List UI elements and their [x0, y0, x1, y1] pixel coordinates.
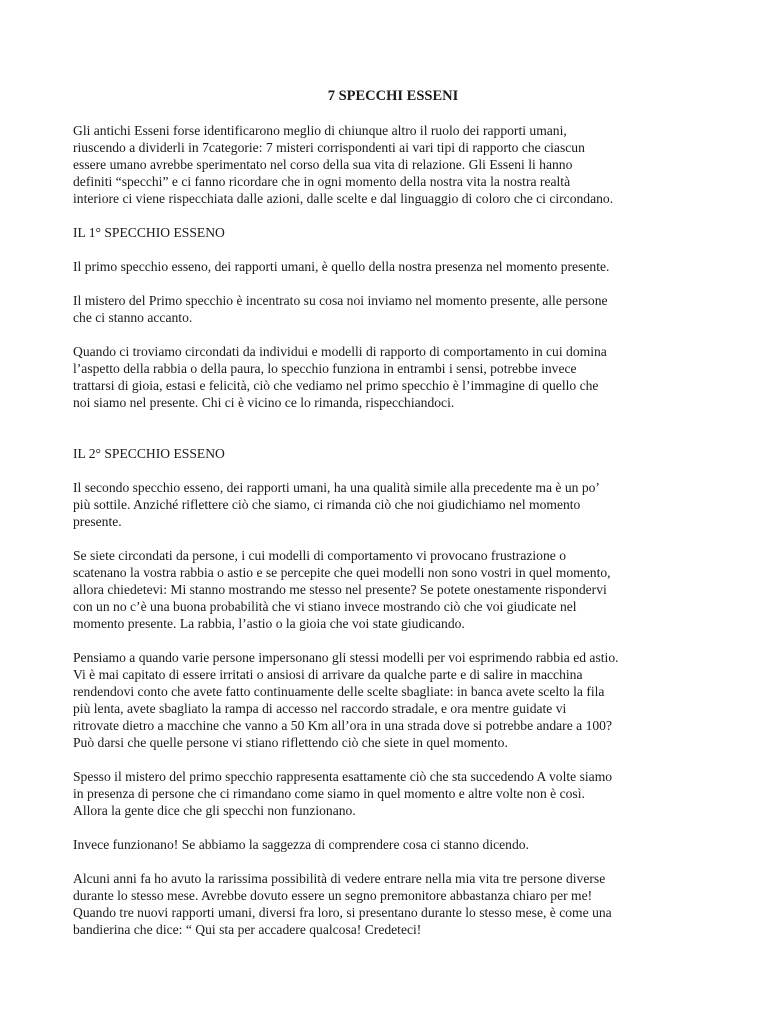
text-line: Quando ci troviamo circondati da individui e modelli di rapporto di comportamento in cui domina	[73, 344, 607, 359]
text-line: presente.	[73, 514, 122, 529]
text-line: bandierina che dice: “ Qui sta per accadere qualcosa! Credeteci!	[73, 922, 422, 937]
text-line: più lenta, avete sbagliato la rampa di accesso nel raccordo stradale, e ora mentre guidate vi	[73, 701, 567, 716]
text-line: Il mistero del Primo specchio è incentrato su cosa noi inviamo nel momento presente, alle persone	[73, 293, 608, 308]
text-line: riuscendo a dividerli in 7categorie: 7 misteri corrispondenti ai vari tipi di rapporto che ciascun	[73, 140, 585, 155]
text-line: in presenza di persone che ci rimandano come siamo in quel momento e altre volte non è così.	[73, 786, 585, 801]
text-line: che ci stanno accanto.	[73, 310, 193, 325]
text-line: Alcuni anni fa ho avuto la rarissima possibilità di vedere entrare nella mia vita tre persone diverse	[73, 871, 606, 886]
document-title: 7 SPECCHI ESSENI	[327, 88, 459, 104]
section2-paragraph-5	[73, 836, 693, 853]
section-heading-2: IL 2° SPECCHIO ESSENO	[73, 446, 225, 461]
text-line: Vi è mai capitato di essere irritati o ansiosi di arrivare da qualche parte e di salire in macchina	[73, 667, 583, 682]
text-line: durante lo stesso mese. Avrebbe dovuto essere un segno premonitore abbastanza chiaro per me!	[73, 888, 593, 903]
section-heading-1: IL 1° SPECCHIO ESSENO	[73, 225, 225, 240]
section2-paragraph-2	[73, 547, 693, 632]
text-line: Il primo specchio esseno, dei rapporti umani, è quello della nostra presenza nel momento presente.	[73, 259, 610, 274]
text-line: definiti “specchi” e ci fanno ricordare che in ogni momento della nostra vita la nostra realtà	[73, 174, 571, 189]
text-line: con un no c’è una buona probabilità che vi stiano invece mostrando ciò che voi giudicate nel	[73, 599, 577, 614]
document-body	[73, 88, 693, 955]
section1-paragraph-1	[73, 258, 693, 275]
section2-paragraph-3	[73, 649, 693, 751]
text-line: momento presente. La rabbia, l’astio o la gioia che voi state giudicando.	[73, 616, 465, 631]
text-line: più sottile. Anziché riflettere ciò che siamo, ci rimanda ciò che noi giudichiamo nel momento	[73, 497, 581, 512]
section1-paragraph-3	[73, 343, 693, 411]
text-line: scatenano la vostra rabbia o astio e se percepite che quei modelli non sono vostri in quel momento,	[73, 565, 611, 580]
section2-paragraph-6	[73, 870, 693, 938]
text-line: ritrovate dietro a macchine che vanno a 50 Km all’ora in una strada dove si potrebbe andare a 100?	[73, 718, 612, 733]
text-line: Invece funzionano! Se abbiamo la saggezza di comprendere cosa ci stanno dicendo.	[73, 837, 529, 852]
text-line: Il secondo specchio esseno, dei rapporti umani, ha una qualità simile alla precedente ma è un po’	[73, 480, 600, 495]
text-line: Pensiamo a quando varie persone impersonano gli stessi modelli per voi esprimendo rabbia ed astio.	[73, 650, 619, 665]
text-line: Se siete circondati da persone, i cui modelli di comportamento vi provocano frustrazione o	[73, 548, 566, 563]
text-line: trattarsi di gioia, estasi e felicità, ciò che vediamo nel primo specchio è l’immagine di quello che	[73, 378, 599, 393]
section2-paragraph-1	[73, 479, 693, 530]
text-line: noi siamo nel presente. Chi ci è vicino ce lo rimanda, rispecchiandoci.	[73, 395, 455, 410]
text-line: essere umano avrebbe sperimentato nel corso della sua vita di relazione. Gli Esseni li hanno	[73, 157, 573, 172]
text-line: l’aspetto della rabbia o della paura, lo specchio funziona in entrambi i sensi, potrebbe invece	[73, 361, 577, 376]
text-line: Quando tre nuovi rapporti umani, diversi fra loro, si presentano durante lo stesso mese, è come una	[73, 905, 612, 920]
text-line: Gli antichi Esseni forse identificarono meglio di chiunque altro il ruolo dei rapporti umani,	[73, 123, 567, 138]
text-line: allora chiedetevi: Mi stanno mostrando me stesso nel presente? Se potete onestamente rispondervi	[73, 582, 607, 597]
section1-paragraph-2	[73, 292, 693, 326]
text-line: Allora la gente dice che gli specchi non funzionano.	[73, 803, 356, 818]
intro-paragraph	[73, 122, 693, 207]
text-line: interiore ci viene rispecchiata dalle azioni, dalle scelte e dal linguaggio di coloro che ci circondano.	[73, 191, 614, 206]
text-line: Può darsi che quelle persone vi stiano riflettendo ciò che siete in quel momento.	[73, 735, 508, 750]
text-line: Spesso il mistero del primo specchio rappresenta esattamente ciò che sta succedendo A volte siamo	[73, 769, 613, 784]
section2-paragraph-4	[73, 768, 693, 819]
text-line: rendendovi conto che avete fatto continuamente delle scelte sbagliate: in banca avete scelto la fila	[73, 684, 605, 699]
